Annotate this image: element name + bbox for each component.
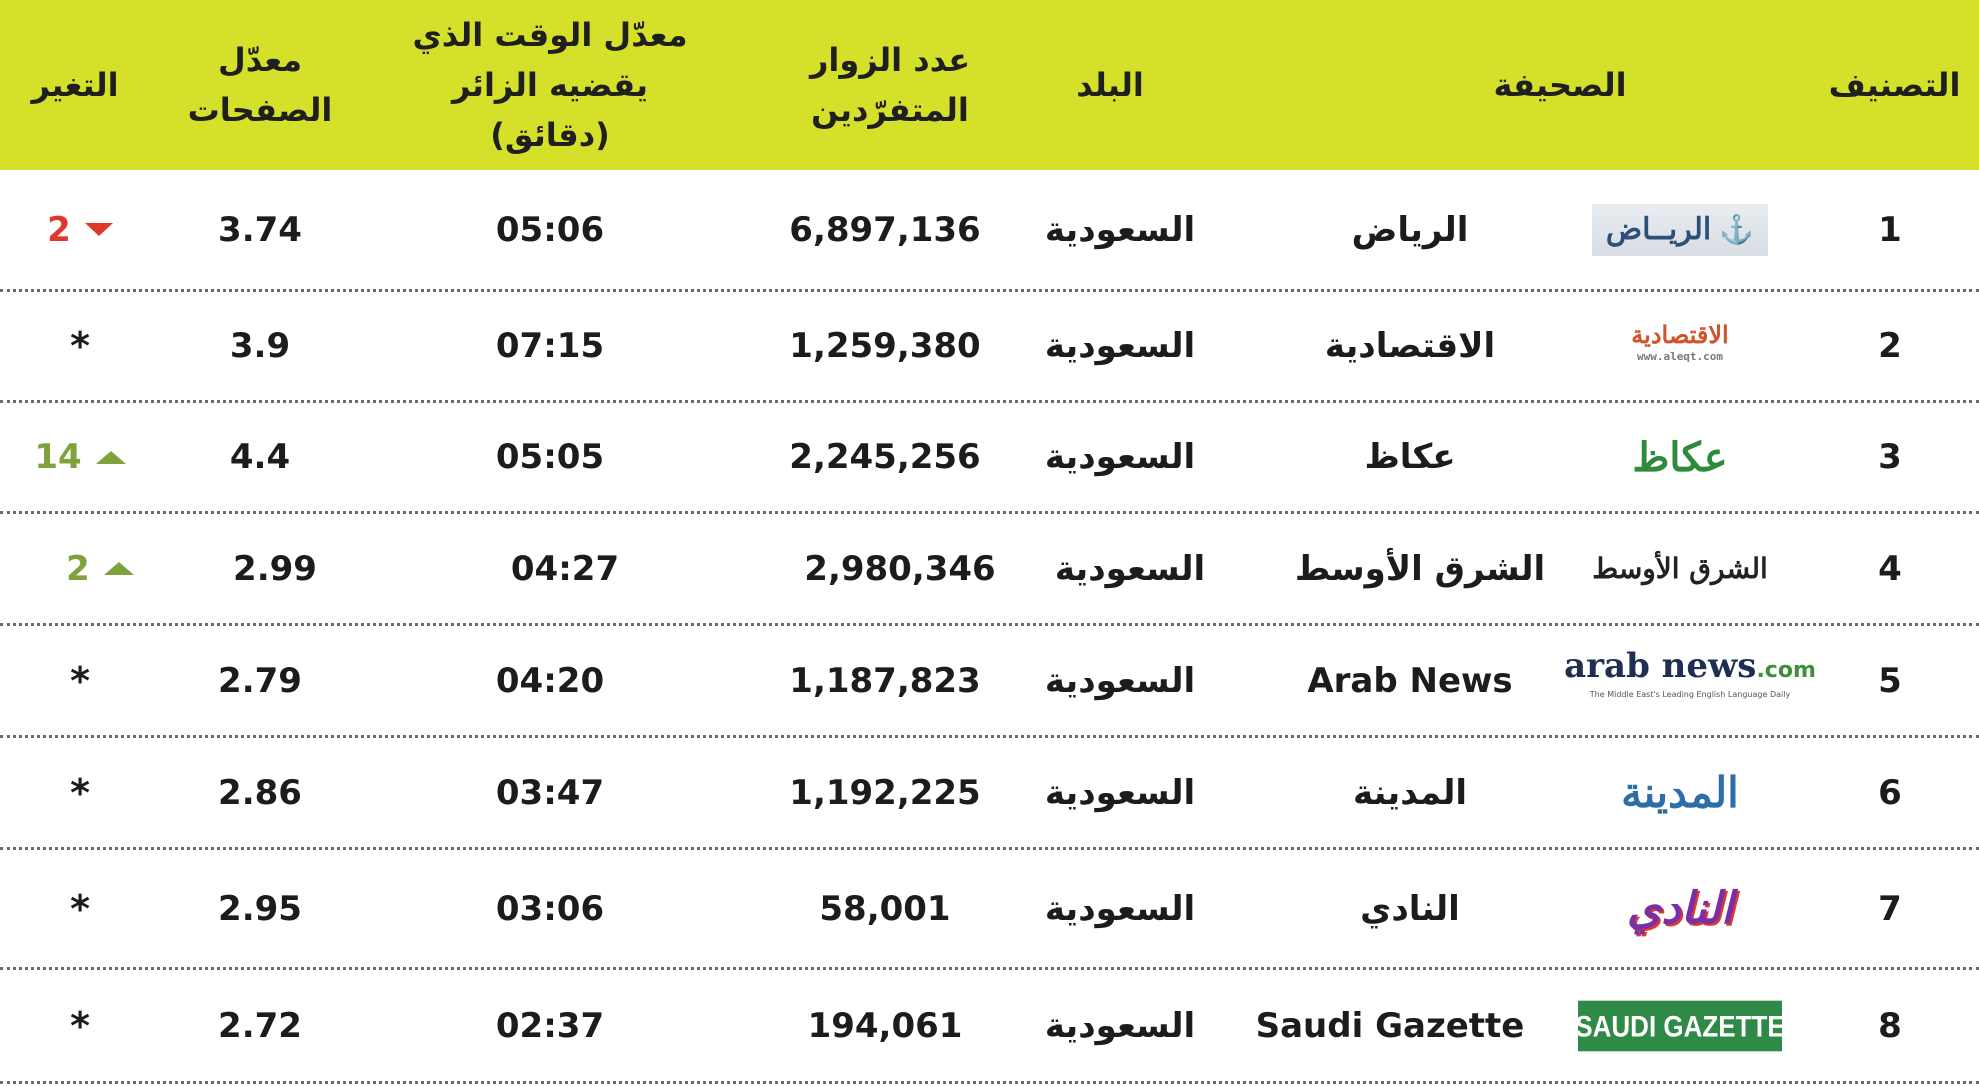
newspaper-logo xyxy=(1560,626,1820,735)
aleqtisadiah-logo: الاقتصادية www.aleqt.com xyxy=(1631,320,1729,363)
change-cell: 2 xyxy=(20,170,140,289)
change-cell: * xyxy=(70,324,90,368)
visitors-cell: 58,001 xyxy=(819,888,951,929)
rank-cell: 7 xyxy=(1878,888,1902,929)
newspaper-name: الرياض xyxy=(1351,209,1469,250)
newspaper-logo xyxy=(1560,850,1800,967)
pages-cell: 4.4 xyxy=(229,437,291,477)
table-row xyxy=(0,738,1979,850)
okaz-logo: عكاظ xyxy=(1632,433,1728,481)
header-avg-time: معدّل الوقت الذي يقضيه الزائر (دقائق) xyxy=(412,16,688,154)
pages-cell: 2.79 xyxy=(218,660,302,701)
newspaper-logo xyxy=(1560,403,1800,511)
country-cell: السعودية xyxy=(1044,1005,1196,1046)
up-arrow-icon xyxy=(104,562,134,575)
time-cell: 04:20 xyxy=(495,660,605,701)
table-header xyxy=(0,0,1979,170)
header-country: البلد xyxy=(1076,66,1144,104)
pages-cell: 2.72 xyxy=(218,1005,302,1046)
newspaper-name: الشرق الأوسط xyxy=(1294,548,1546,589)
change-cell: * xyxy=(70,658,90,703)
header-newspaper: الصحيفة xyxy=(1493,66,1627,104)
up-arrow-icon xyxy=(96,451,126,464)
header-avg-pages: معدّل الصفحات xyxy=(187,41,333,129)
country-cell: السعودية xyxy=(1044,437,1196,477)
time-cell: 07:15 xyxy=(495,326,605,366)
riyadh-logo: ⚓ الريــاض xyxy=(1592,204,1768,256)
arab-news-logo: arab news.com The Middle East's Leading English Language Daily xyxy=(1564,646,1816,699)
newspaper-name: الاقتصادية xyxy=(1324,326,1496,366)
table-row xyxy=(0,850,1979,970)
pages-cell: 3.74 xyxy=(218,209,302,250)
newspaper-name: Saudi Gazette xyxy=(1255,1005,1525,1046)
pages-cell: 3.9 xyxy=(229,326,291,366)
country-cell: السعودية xyxy=(1044,888,1196,929)
newspaper-logo xyxy=(1560,292,1800,400)
newspaper-logo xyxy=(1560,738,1800,847)
saudi-gazette-logo: SAUDI GAZETTE xyxy=(1578,1000,1782,1051)
visitors-cell: 6,897,136 xyxy=(789,209,981,250)
table-row xyxy=(0,970,1979,1084)
pages-cell: 2.95 xyxy=(218,888,302,929)
time-cell: 02:37 xyxy=(495,1005,605,1046)
newspaper-name: المدينة xyxy=(1352,772,1468,813)
country-cell: السعودية xyxy=(1044,209,1196,250)
al-madina-logo: المدينة xyxy=(1621,768,1739,817)
time-cell: 03:06 xyxy=(495,888,605,929)
visitors-cell: 1,259,380 xyxy=(789,326,981,366)
palm-swords-icon: ⚓ xyxy=(1719,213,1755,246)
change-cell: 2 xyxy=(40,514,160,623)
country-cell: السعودية xyxy=(1054,548,1206,589)
visitors-cell: 1,192,225 xyxy=(789,772,981,813)
rank-cell: 4 xyxy=(1878,548,1902,589)
rank-cell: 2 xyxy=(1878,326,1902,366)
newspaper-logo xyxy=(1560,514,1800,623)
time-cell: 04:27 xyxy=(510,548,620,589)
time-cell: 05:06 xyxy=(495,209,605,250)
newspaper-logo xyxy=(1560,170,1800,289)
rank-cell: 8 xyxy=(1878,1005,1902,1046)
change-cell: * xyxy=(70,1003,90,1048)
rank-cell: 6 xyxy=(1878,772,1902,813)
visitors-cell: 1,187,823 xyxy=(789,660,981,701)
table-row xyxy=(0,292,1979,403)
header-rank: التصنيف xyxy=(1828,66,1961,104)
table-row xyxy=(0,170,1979,292)
table-row xyxy=(0,514,1979,626)
al-nadi-logo: النادي xyxy=(1626,883,1734,934)
visitors-cell: 2,245,256 xyxy=(789,437,981,477)
change-cell: 14 xyxy=(20,403,140,511)
visitors-cell: 2,980,346 xyxy=(804,548,996,589)
newspaper-name: عكاظ xyxy=(1364,437,1456,477)
pages-cell: 2.86 xyxy=(218,772,302,813)
time-cell: 03:47 xyxy=(495,772,605,813)
newspaper-name: النادي xyxy=(1360,888,1460,929)
newspaper-name: Arab News xyxy=(1307,660,1513,701)
time-cell: 05:05 xyxy=(495,437,605,477)
country-cell: السعودية xyxy=(1044,772,1196,813)
country-cell: السعودية xyxy=(1044,660,1196,701)
header-unique-visitors: عدد الزوار المتفرّدين xyxy=(809,41,971,129)
newspaper-logo xyxy=(1560,970,1800,1081)
pages-cell: 2.99 xyxy=(233,548,317,589)
header-change: التغير xyxy=(31,66,119,104)
rank-cell: 5 xyxy=(1878,660,1902,701)
table-row xyxy=(0,403,1979,514)
table-row xyxy=(0,626,1979,738)
rank-cell: 3 xyxy=(1878,437,1902,477)
rank-cell: 1 xyxy=(1878,209,1902,250)
country-cell: السعودية xyxy=(1044,326,1196,366)
change-cell: * xyxy=(70,770,90,815)
asharq-alawsat-logo: الشرق الأوسط xyxy=(1592,552,1768,585)
down-arrow-icon xyxy=(85,223,113,236)
visitors-cell: 194,061 xyxy=(807,1005,963,1046)
change-cell: * xyxy=(70,886,90,931)
